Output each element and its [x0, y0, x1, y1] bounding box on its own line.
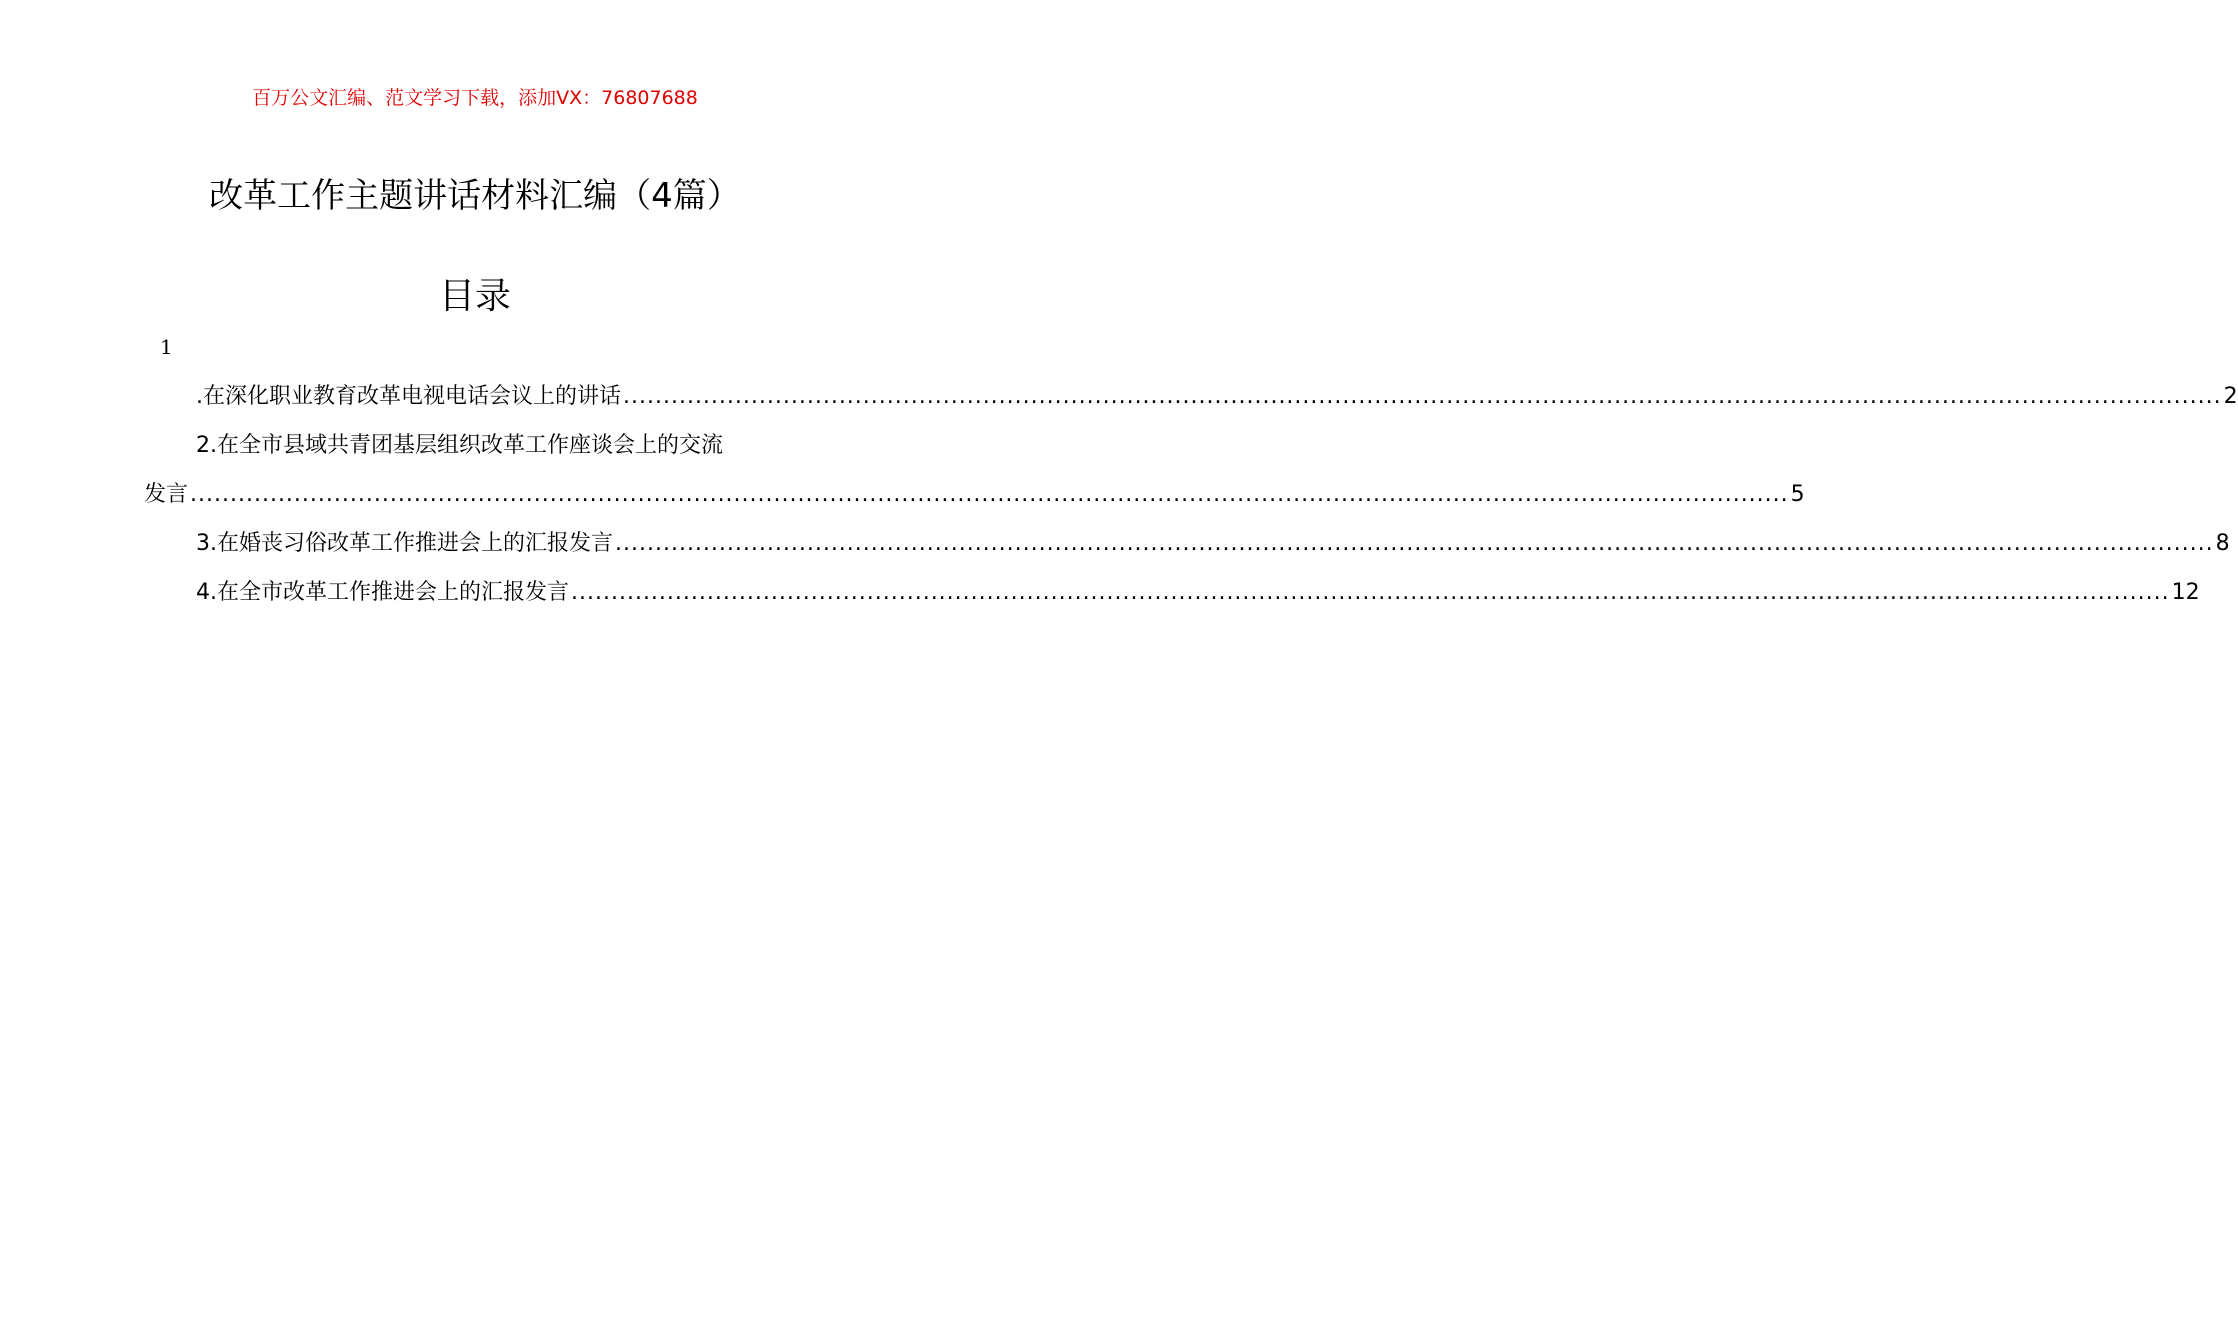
toc-entry-text: 4.在全市改革工作推进会上的汇报发言 — [196, 580, 569, 605]
toc-page-number: 12 — [2171, 580, 2200, 605]
toc-entry-3[interactable] — [144, 519, 2230, 568]
table-of-contents — [144, 372, 2238, 617]
toc-entry-1[interactable] — [144, 372, 2238, 421]
toc-leader-dots: ........................................................................................................................................................................................................ — [623, 384, 2222, 409]
toc-line — [144, 470, 1805, 519]
toc-leader-dots: ........................................................................................................................................................................................................ — [615, 531, 2214, 556]
stray-number: 1 — [160, 335, 173, 359]
toc-entry-text: 3.在婚丧习俗改革工作推进会上的汇报发言 — [196, 531, 613, 556]
toc-entry-text-continued: 发言 — [144, 482, 189, 507]
toc-line — [144, 519, 2230, 568]
toc-entry-2[interactable] — [144, 421, 1805, 519]
header-note: 百万公文汇编、范文学习下载，添加VX：76807688 — [252, 87, 698, 109]
toc-line — [144, 372, 2238, 421]
toc-heading: 目录 — [438, 276, 511, 317]
document-title: 改革工作主题讲话材料汇编（4篇） — [209, 176, 741, 216]
toc-entry-text: 2.在全市县域共青团基层组织改革工作座谈会上的交流 — [196, 433, 723, 458]
toc-line — [144, 421, 806, 470]
toc-page-number: 5 — [1790, 482, 1805, 507]
toc-line — [144, 568, 2200, 617]
toc-leader-dots: ........................................................................................................................................................................................................ — [190, 482, 1789, 507]
toc-page-number: 8 — [2215, 531, 2230, 556]
toc-entry-4[interactable] — [144, 568, 2200, 617]
toc-page-number: 2 — [2223, 384, 2238, 409]
toc-entry-text: .在深化职业教育改革电视电话会议上的讲话 — [196, 384, 621, 409]
toc-leader-dots: ........................................................................................................................................................................................................ — [571, 580, 2170, 605]
